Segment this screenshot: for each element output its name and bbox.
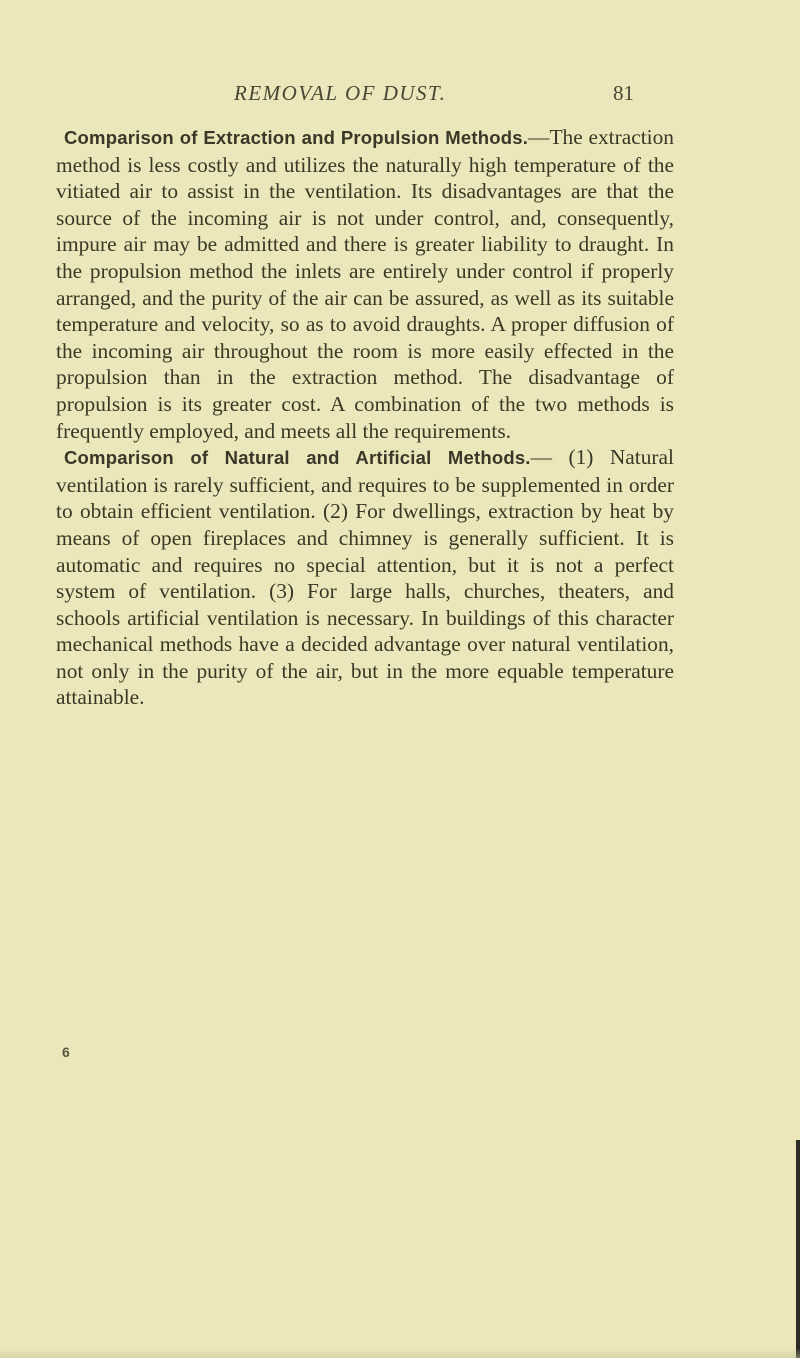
section-heading: Comparison of Natural and Artificial Methods. [64, 447, 531, 469]
page-edge-shadow [796, 1140, 800, 1358]
page-number: 81 [613, 81, 634, 105]
running-head [0, 81, 800, 113]
running-title: REMOVAL OF DUST. [234, 81, 447, 105]
paragraph-extraction-propulsion [56, 124, 674, 444]
signature-mark: 6 [62, 1044, 70, 1060]
paragraph-natural-artificial [56, 444, 674, 711]
heading-dash: — [528, 125, 550, 149]
page-bottom-shade [0, 1348, 800, 1358]
paragraph-text: (1) Natural ventilation is rarely sufficient, and requires to be supplemented in order to obtain efficient ventilation. (2) For dwellings, extraction by heat by means of open fireplaces and chimney is generally sufficient. It is automatic and requires no special attention, but it is not a perfect system of ventilation. (3) For large halls, churches, theaters, and schools artificial ventilation is necessary. In buildings of this character mechanical methods have a decided advantage over natural ventilation, not only in the purity of the air, but in the more equable temperature attainable. [56, 445, 674, 710]
paragraph-text: The extraction method is less costly and utilizes the naturally high temperature of the vitiated air to assist in the ventilation. Its disadvantages are that the source of the incoming air is not under control, and, consequently, impure air may be admitted and there is greater liability to draught. In the propulsion method the inlets are entirely under control if properly arranged, and the purity of the air can be assured, as well as its suitable temperature and velocity, so as to avoid draughts. A proper diffusion of the incoming air throughout the room is more easily effected in the propulsion than in the extraction method. The disadvantage of propulsion is its greater cost. A combination of the two methods is frequently employed, and meets all the requirements. [56, 125, 674, 443]
section-heading: Comparison of Extraction and Propulsion Methods. [64, 127, 529, 148]
heading-dash: — [530, 445, 553, 470]
body-text [56, 124, 674, 711]
